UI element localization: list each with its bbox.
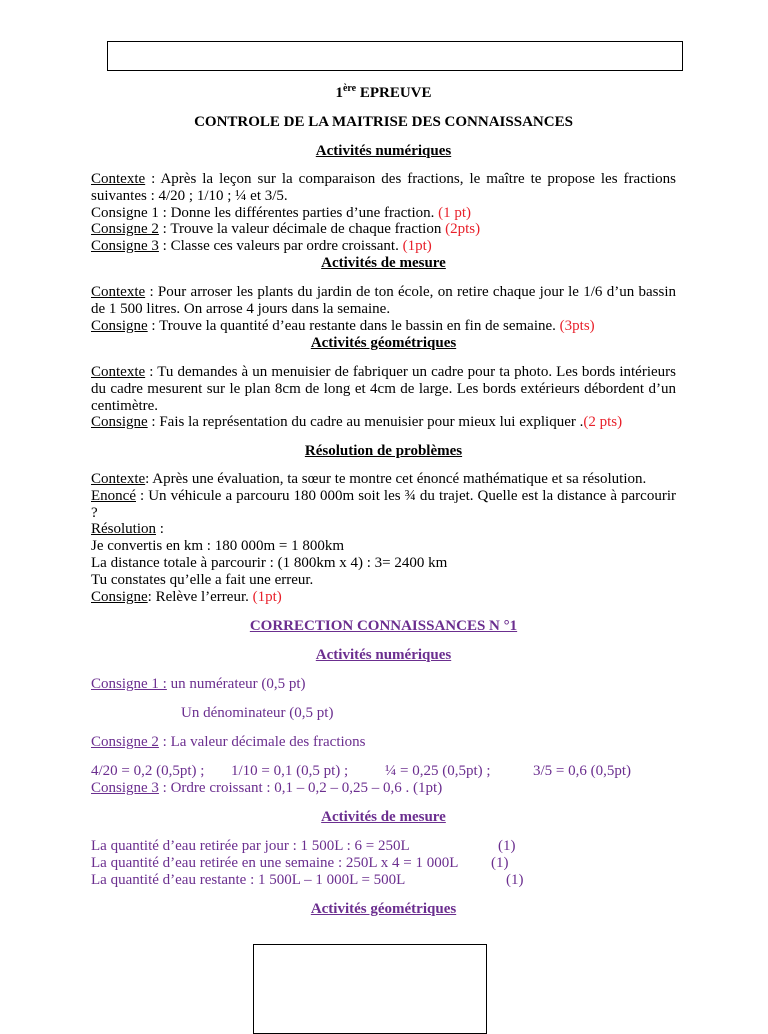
enonce-label: Enoncé — [91, 488, 136, 504]
mesure-text: La quantité d’eau retirée en une semaine : 250L x 4 = 1 000L — [91, 855, 459, 871]
correction-mesure-heading: Activités de mesure — [321, 809, 446, 825]
points-label: (3pts) — [555, 318, 595, 334]
points-label: (1pt) — [398, 238, 432, 254]
mesure-line-2 — [91, 855, 676, 872]
fraction-value: 3/5 = 0,6 (0,5pt) — [533, 763, 632, 779]
correction-values-line — [91, 763, 676, 780]
points-label: (1) — [506, 872, 524, 888]
enonce-text: : Un véhicule a parcouru 180 000m soit les ¾ du trajet. Quelle est la distance à parcourir ? — [91, 488, 676, 521]
mesure-contexte — [91, 284, 676, 318]
geometriques-consigne — [91, 414, 676, 431]
consigne-label: Consigne — [91, 318, 148, 334]
correction-consigne-3 — [91, 780, 676, 797]
epreuve-superscript: ère — [342, 83, 357, 94]
numeriques-contexte — [91, 171, 676, 205]
numeriques-consigne-1 — [91, 205, 676, 222]
consigne-text: : Trouve la quantité d’eau restante dans le bassin en fin de semaine. — [147, 318, 556, 334]
points-label: (2pts) — [441, 221, 481, 237]
numeriques-consigne-3 — [91, 238, 676, 255]
contexte-label: Contexte — [91, 364, 146, 380]
problemes-resolution — [91, 521, 676, 538]
points-label: (1 pt) — [434, 205, 472, 221]
problemes-heading: Résolution de problèmes — [304, 443, 463, 459]
consigne-label: Consigne 3 — [91, 238, 159, 254]
correction-text: : Ordre croissant : 0,1 – 0,2 – 0,25 – 0,6 . (1pt) — [158, 780, 443, 796]
contexte-text: : Après une évaluation, ta sœur te montre cet énoncé mathématique et sa résolution. — [145, 471, 647, 487]
contexte-label: Contexte — [91, 471, 146, 487]
correction-text: : La valeur décimale des fractions — [158, 734, 366, 750]
geometriques-heading: Activités géométriques — [310, 335, 457, 351]
epreuve-word: EPREUVE — [356, 85, 432, 101]
consigne-label: Consigne 3 — [91, 780, 159, 796]
mesure-line-1 — [91, 838, 676, 855]
consigne-label: Consigne 2 — [91, 734, 159, 750]
points-label: (1) — [491, 855, 509, 871]
consigne-label: Consigne — [91, 414, 148, 430]
consigne-text: : Fais la représentation du cadre au menuisier pour mieux lui expliquer . — [147, 414, 584, 430]
geometriques-contexte — [91, 364, 676, 415]
frame-drawing-box — [253, 944, 487, 1034]
numeriques-heading: Activités numériques — [315, 143, 452, 159]
fraction-value: 1/10 = 0,1 (0,5 pt) ; — [231, 763, 349, 779]
correction-geometriques-heading: Activités géométriques — [310, 901, 457, 917]
numeriques-consigne-2 — [91, 221, 676, 238]
points-label: (1pt) — [248, 589, 282, 605]
consigne-label: Consigne 2 — [91, 221, 159, 237]
consigne-text: : Donne les différentes parties d’une fraction. — [158, 205, 435, 221]
problemes-consigne — [91, 589, 676, 606]
document-title: CONTROLE DE LA MAITRISE DES CONNAISSANCES — [194, 114, 573, 130]
mesure-text: La quantité d’eau retirée par jour : 1 500L : 6 = 250L — [91, 838, 410, 854]
mesure-consigne — [91, 318, 676, 335]
consigne-text: : Trouve la valeur décimale de chaque fraction — [158, 221, 442, 237]
correction-text: un numérateur (0,5 pt) — [166, 676, 306, 692]
correction-numeriques-heading: Activités numériques — [315, 647, 452, 663]
contexte-text: : Pour arroser les plants du jardin de ton école, on retire chaque jour le 1/6 d’un bassin de 1 500 litres. On arrose 4 jours dans la semaine. — [91, 284, 676, 317]
resolution-line-2: La distance totale à parcourir : (1 800km x 4) : 3= 2400 km — [91, 555, 448, 571]
resolution-colon: : — [156, 521, 164, 537]
resolution-line-3: Tu constates qu’elle a fait une erreur. — [91, 572, 314, 588]
consigne-label: Consigne — [91, 589, 148, 605]
epreuve-heading — [91, 85, 676, 102]
mesure-line-3 — [91, 872, 676, 889]
contexte-label: Contexte — [91, 171, 146, 187]
correction-consigne-1 — [91, 676, 676, 693]
correction-consigne-2 — [91, 734, 676, 751]
contexte-text: : Tu demandes à un menuisier de fabriquer un cadre pour ta photo. Les bords intérieurs du cadre mesurent sur le plan 8cm de long et 4cm de large. Les bords extérieurs débordent d’un centimètre. — [91, 364, 676, 414]
resolution-line-1: Je convertis en km : 180 000m = 1 800km — [91, 538, 345, 554]
fraction-value: ¼ = 0,25 (0,5pt) ; — [385, 763, 491, 779]
header-box — [107, 41, 683, 71]
mesure-heading: Activités de mesure — [321, 255, 446, 271]
problemes-contexte — [91, 471, 676, 488]
consigne-label: Consigne 1 — [91, 205, 159, 221]
consigne-label: Consigne 1 : — [91, 676, 167, 692]
consigne-text: : Classe ces valeurs par ordre croissant. — [158, 238, 399, 254]
contexte-text: : Après la leçon sur la comparaison des fractions, le maître te propose les fractions suivantes : 4/20 ; 1/10 ; ¼ et 3/5. — [91, 171, 676, 204]
mesure-text: La quantité d’eau restante : 1 500L – 1 000L = 500L — [91, 872, 406, 888]
epreuve-number: 1 — [335, 85, 343, 101]
contexte-label: Contexte — [91, 284, 146, 300]
points-label: (1) — [498, 838, 516, 854]
points-label: (2 pts) — [583, 414, 623, 430]
consigne-text: : Relève l’erreur. — [147, 589, 249, 605]
fraction-value: 4/20 = 0,2 (0,5pt) ; — [91, 763, 205, 779]
correction-title: CORRECTION CONNAISSANCES N °1 — [249, 618, 518, 634]
problemes-enonce — [91, 488, 676, 522]
correction-consigne-1-line-2: Un dénominateur (0,5 pt) — [181, 705, 334, 721]
resolution-label: Résolution — [91, 521, 157, 537]
